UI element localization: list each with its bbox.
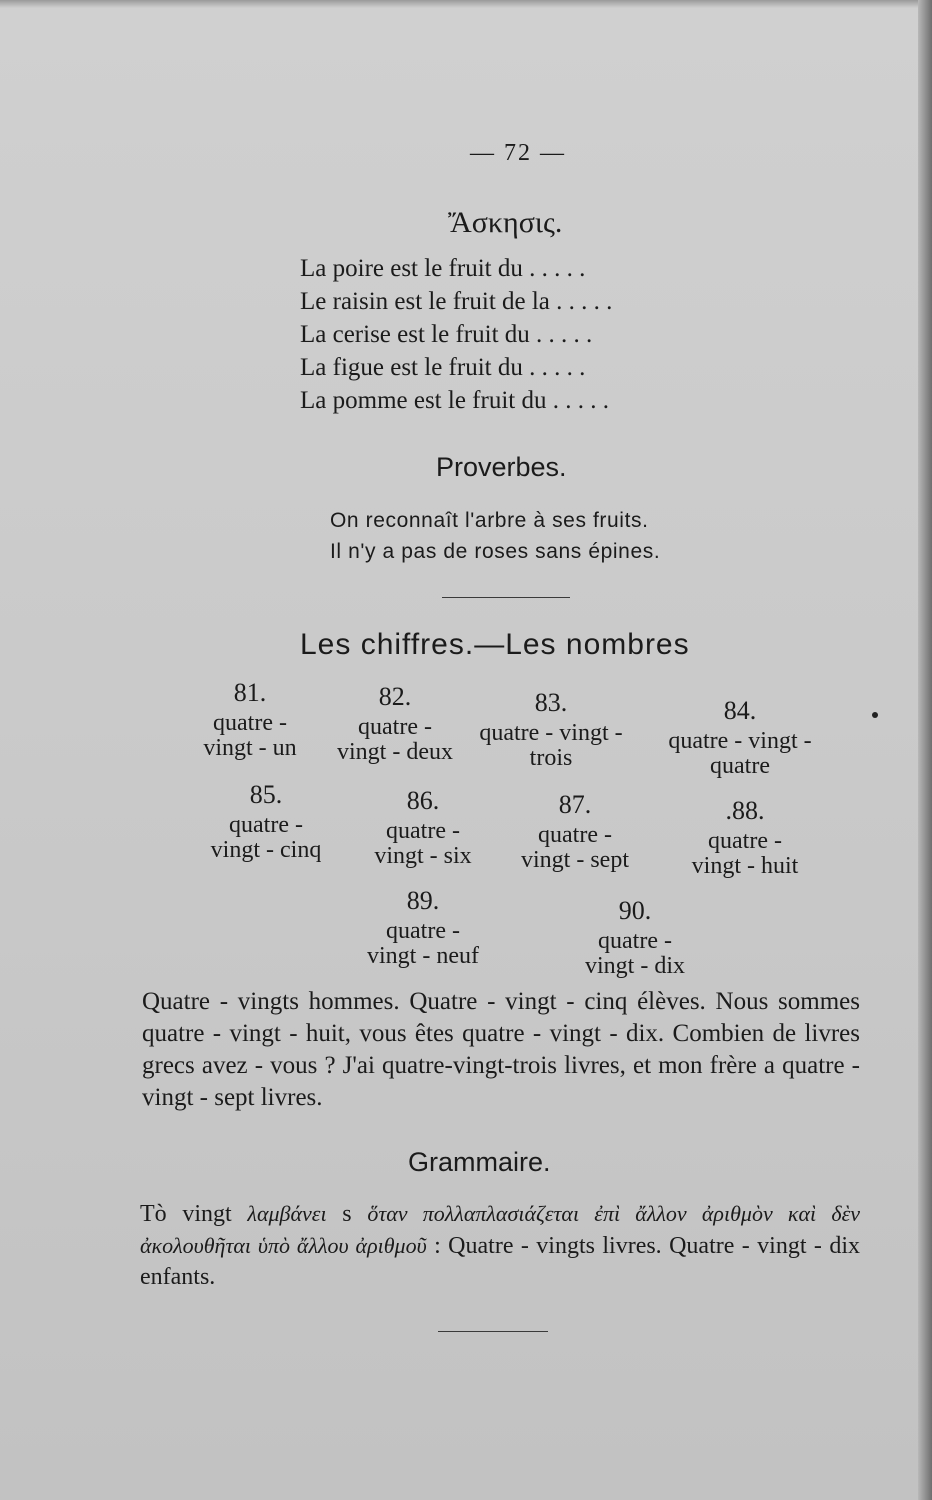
exercise-lines — [300, 252, 612, 417]
grammar-greek-text: λαμβάνει — [247, 1201, 327, 1226]
number-word-line1: quatre - vingt - — [479, 720, 623, 746]
exercise-title: Ἄσκησις. — [448, 206, 563, 239]
number-figure: 82. — [378, 682, 412, 711]
number-word-line1: quatre - — [708, 828, 782, 854]
grammar-title: Grammaire. — [408, 1147, 551, 1177]
numbers-paragraph: Quatre - vingts hommes. Quatre - vingt - cinq élèves. Nous sommes quatre - vingt - huit, vous êtes quatre - vingt - dix. Combien de livres grecs avez - vous ? J'ai quatre-vingt-trois livres, et mon frère a quatre - vingt - sept livres. — [142, 988, 860, 1111]
grammar-text: Tò vingt — [140, 1201, 248, 1227]
number-item — [466, 690, 636, 771]
number-item — [560, 898, 710, 979]
number-figure: 90. — [618, 896, 652, 925]
number-word-line1: quatre - — [598, 928, 672, 954]
number-figure: 86. — [406, 786, 440, 815]
number-word-line2: quatre — [710, 753, 770, 779]
number-word-line2: vingt - six — [374, 843, 472, 869]
number-word-line2: vingt - neuf — [367, 943, 479, 969]
exercise-line: La poire est le fruit du . . . . . — [300, 255, 586, 282]
number-figure: 85. — [249, 780, 283, 809]
page-right-edge — [918, 0, 932, 1500]
proverb-line: Il n'y a pas de roses sans épines. — [330, 540, 661, 563]
number-word-line2: vingt - dix — [585, 953, 685, 979]
number-figure: 89. — [406, 886, 440, 915]
grammar-text: s — [326, 1201, 368, 1227]
number-word-line1: quatre - vingt - — [668, 728, 812, 754]
number-item — [320, 684, 470, 765]
page-top-edge — [0, 0, 932, 8]
number-figure: 87. — [558, 790, 592, 819]
number-word-line1: quatre - — [358, 714, 432, 740]
number-item — [185, 680, 315, 761]
proverbs-title: Proverbes. — [436, 452, 567, 482]
number-item — [348, 788, 498, 869]
section-divider — [438, 1331, 548, 1332]
exercise-line: La figue est le fruit du . . . . . — [300, 354, 586, 381]
number-word-line2: trois — [529, 745, 573, 771]
grammar-greek-text: ὅταν πολλαπλασιάζεται ἐπὶ ἄλλον ἀριθμὸν καὶ δὲν ἀκολουθῆται ὑπὸ ἄλλου ἀριθμοῦ — [140, 1201, 861, 1258]
proverbs-lines — [330, 505, 660, 567]
exercise-line: La pomme est le fruit du . . . . . — [300, 387, 609, 414]
page-number: — 72 — — [470, 140, 566, 166]
number-word-line2: vingt - deux — [337, 739, 453, 765]
number-item — [196, 782, 336, 863]
number-figure: .88. — [725, 796, 765, 825]
number-figure: 81. — [233, 678, 267, 707]
grammar-text: : Quatre - vingts livres. Quatre - vingt - dix enfants. — [140, 1233, 860, 1290]
number-word-line2: vingt - sept — [521, 847, 629, 873]
number-word-line1: quatre - — [538, 822, 612, 848]
number-word-line1: quatre - — [386, 818, 460, 844]
number-item — [670, 798, 820, 879]
number-word-line2: vingt - huit — [691, 853, 799, 879]
number-word-line2: vingt - un — [203, 735, 297, 761]
numbers-title: Les chiffres.—Les nombres — [300, 628, 690, 661]
number-item — [500, 792, 650, 873]
number-word-line2: vingt - cinq — [210, 837, 322, 863]
number-word-line1: quatre - — [213, 710, 287, 736]
number-word-line1: quatre - — [229, 812, 303, 838]
number-word-line1: quatre - — [386, 918, 460, 944]
number-figure: 83. — [534, 688, 568, 717]
ink-dot — [872, 712, 878, 718]
number-figure: 84. — [723, 696, 757, 725]
section-divider — [442, 597, 570, 598]
exercise-line: Le raisin est le fruit de la . . . . . — [300, 288, 613, 315]
exercise-line: La cerise est le fruit du . . . . . — [300, 321, 593, 348]
grammar-paragraph — [140, 1198, 860, 1293]
proverb-line: On reconnaît l'arbre à ses fruits. — [330, 509, 649, 532]
number-item — [650, 698, 830, 779]
number-item — [348, 888, 498, 969]
